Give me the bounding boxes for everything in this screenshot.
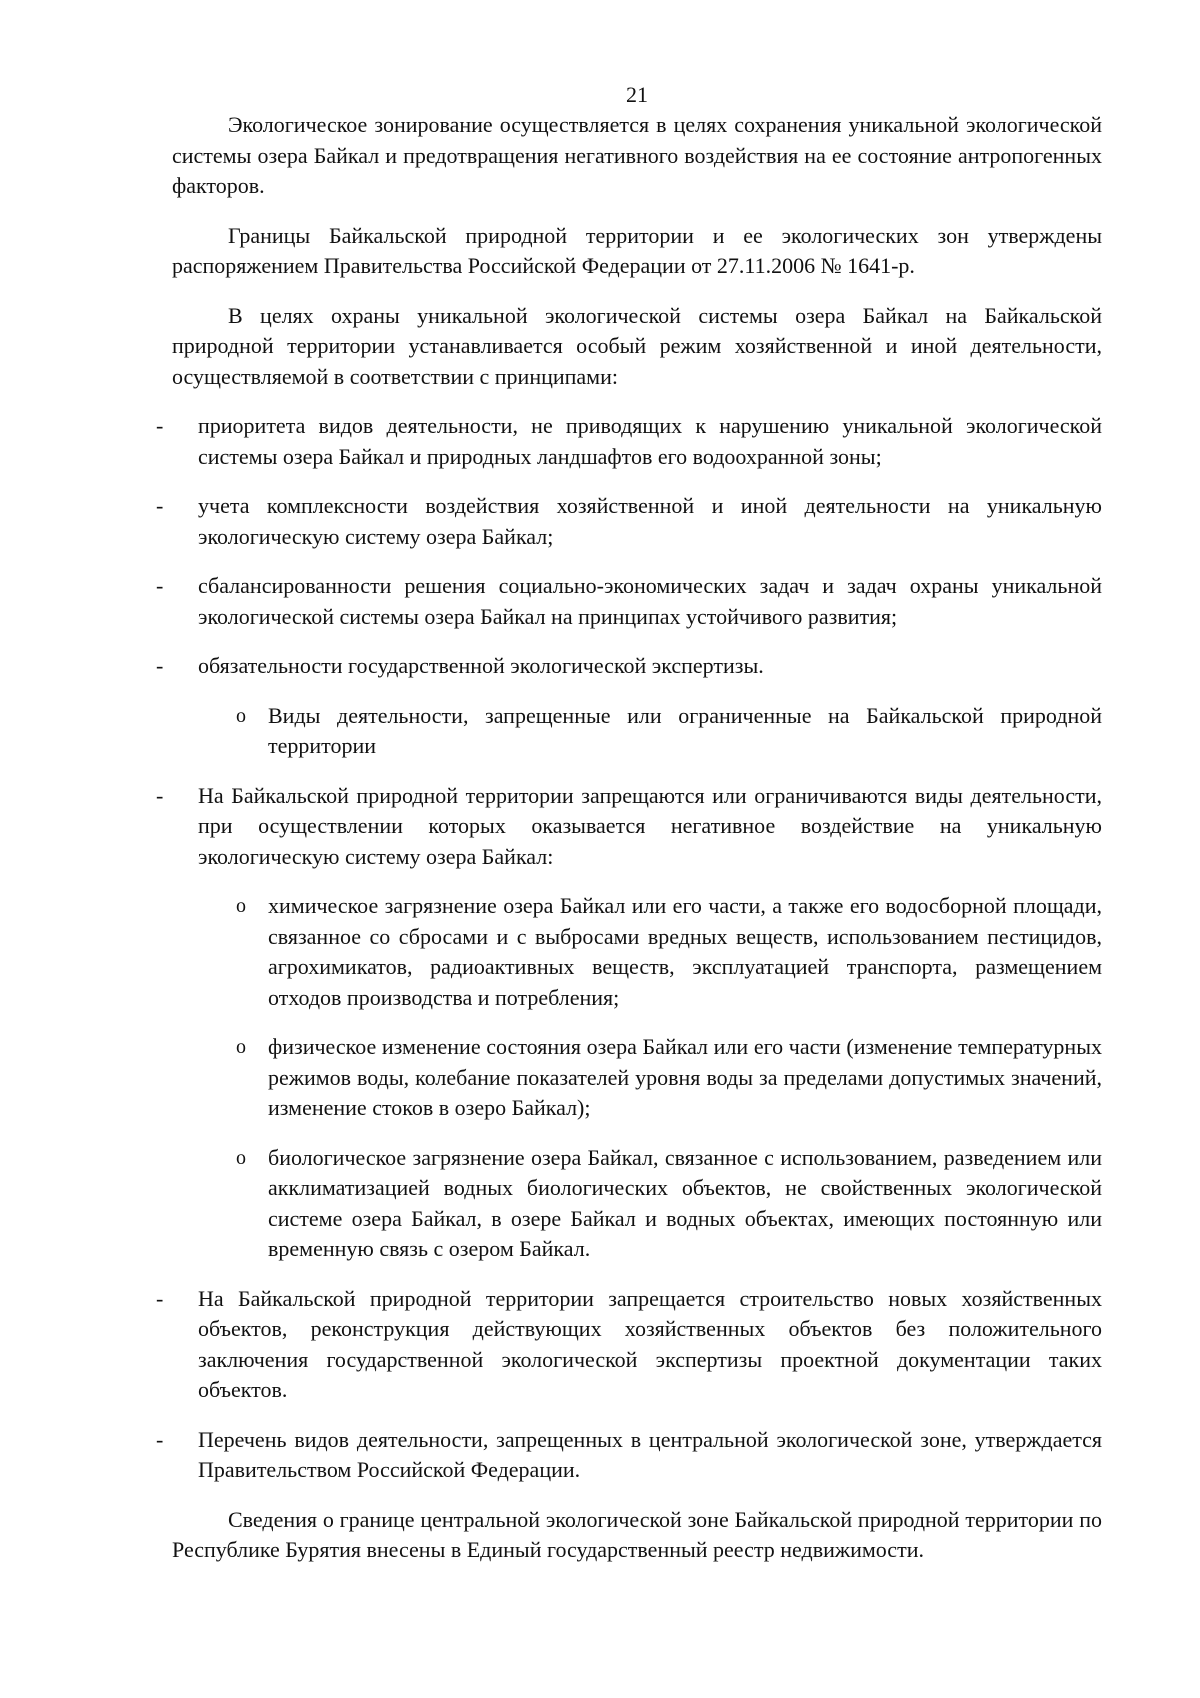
section-heading-text: Виды деятельности, запрещенные или ограниченные на Байкальской природной территории (268, 702, 1102, 758)
dash-marker: - (156, 493, 164, 518)
list-item-activity-list (156, 1425, 1102, 1486)
list-item-restriction (172, 891, 1102, 1013)
circle-marker: o (236, 1036, 246, 1058)
list-item-text: биологическое загрязнение озера Байкал, связанное с использованием, разведением или акклиматизацией водных биологических объектов, не свойственных экологической системе озера Байкал, в озере Байкал и водных объектах, имеющих постоянную или временную связь с озером Байкал. (268, 1144, 1102, 1261)
dash-marker: - (156, 1285, 164, 1311)
list-item-text: сбалансированности решения социально-экономических задач и задач охраны уникальной экологической системы озера Байкал на принципах устойчивого развития; (198, 573, 1102, 629)
dash-marker: - (156, 782, 164, 808)
list-item-text: На Байкальской природной территории запрещаются или ограничиваются виды деятельности, при осуществлении которых оказывается негативное воздействие на уникальную экологическую систему озера Байкал: (198, 782, 1102, 869)
circle-marker: o (236, 1146, 246, 1169)
list-item-restriction-intro (156, 781, 1102, 873)
page-number: 21 (626, 82, 648, 107)
list-item-text: учета комплексности воздействия хозяйственной и иной деятельности на уникальную экологическую систему озера Байкал; (198, 493, 1102, 549)
list-item-text: На Байкальской природной территории запрещается строительство новых хозяйственных объектов, реконструкция действующих хозяйственных объектов без положительного заключения государственной экологической экспертизы проектной документации таких объектов. (198, 1285, 1102, 1402)
list-item-restriction (172, 1143, 1102, 1265)
list-item-text: физическое изменение состояния озера Байкал или его части (изменение температурных режимов воды, колебание показателей уровня воды за пределами допустимых значений, изменение стоков в озеро Байкал); (268, 1034, 1102, 1120)
dash-marker: - (156, 1426, 164, 1452)
list-item-text: Перечень видов деятельности, запрещенных в центральной экологической зоне, утверждается Правительством Российской Федерации. (198, 1426, 1102, 1482)
dash-marker: - (156, 653, 164, 678)
dash-marker: - (156, 573, 164, 598)
paragraph-boundaries: Границы Байкальской природной территории и ее экологических зон утверждены распоряжением Правительства Российской Федерации от 27.11.2006 № 1641-р. (172, 222, 1102, 278)
circle-marker: o (236, 704, 246, 727)
list-item-principle (156, 651, 1102, 682)
dash-marker: - (156, 413, 164, 438)
paragraph-zoning: Экологическое зонирование осуществляется в целях сохранения уникальной экологической системы озера Байкал и предотвращения негативного воздействия на ее состояние антропогенных факторов. (172, 112, 1102, 198)
list-item-text: химическое загрязнение озера Байкал или его части, а также его водосборной площади, связанное со сбросами и с выбросами вредных веществ, использованием пестицидов, агрохимикатов, радиоактивных веществ, эксплуатацией транспорта, размещением отходов производства и потребления; (268, 893, 1102, 1010)
paragraph-protection-regime: В целях охраны уникальной экологической системы озера Байкал на Байкальской природной территории устанавливается особый режим хозяйственной и иной деятельности, осуществляемой в соответствии с принципами: (172, 302, 1102, 389)
list-item-principle (156, 491, 1102, 552)
list-item-text: обязательности государственной экологической экспертизы. (198, 653, 764, 678)
paragraph-registry: Сведения о границе центральной экологической зоне Байкальской природной территории по Республике Бурятия внесены в Единый государственный реестр недвижимости. (172, 1506, 1102, 1562)
list-item-text: приоритета видов деятельности, не приводящих к нарушению уникальной экологической системы озера Байкал и природных ландшафтов его водоохранной зоны; (198, 413, 1102, 469)
section-heading (172, 701, 1102, 762)
circle-marker: o (236, 895, 246, 917)
list-item-principle (156, 571, 1102, 632)
list-item-restriction (172, 1032, 1102, 1124)
list-item-principle (156, 411, 1102, 472)
list-item-construction-ban (156, 1284, 1102, 1406)
